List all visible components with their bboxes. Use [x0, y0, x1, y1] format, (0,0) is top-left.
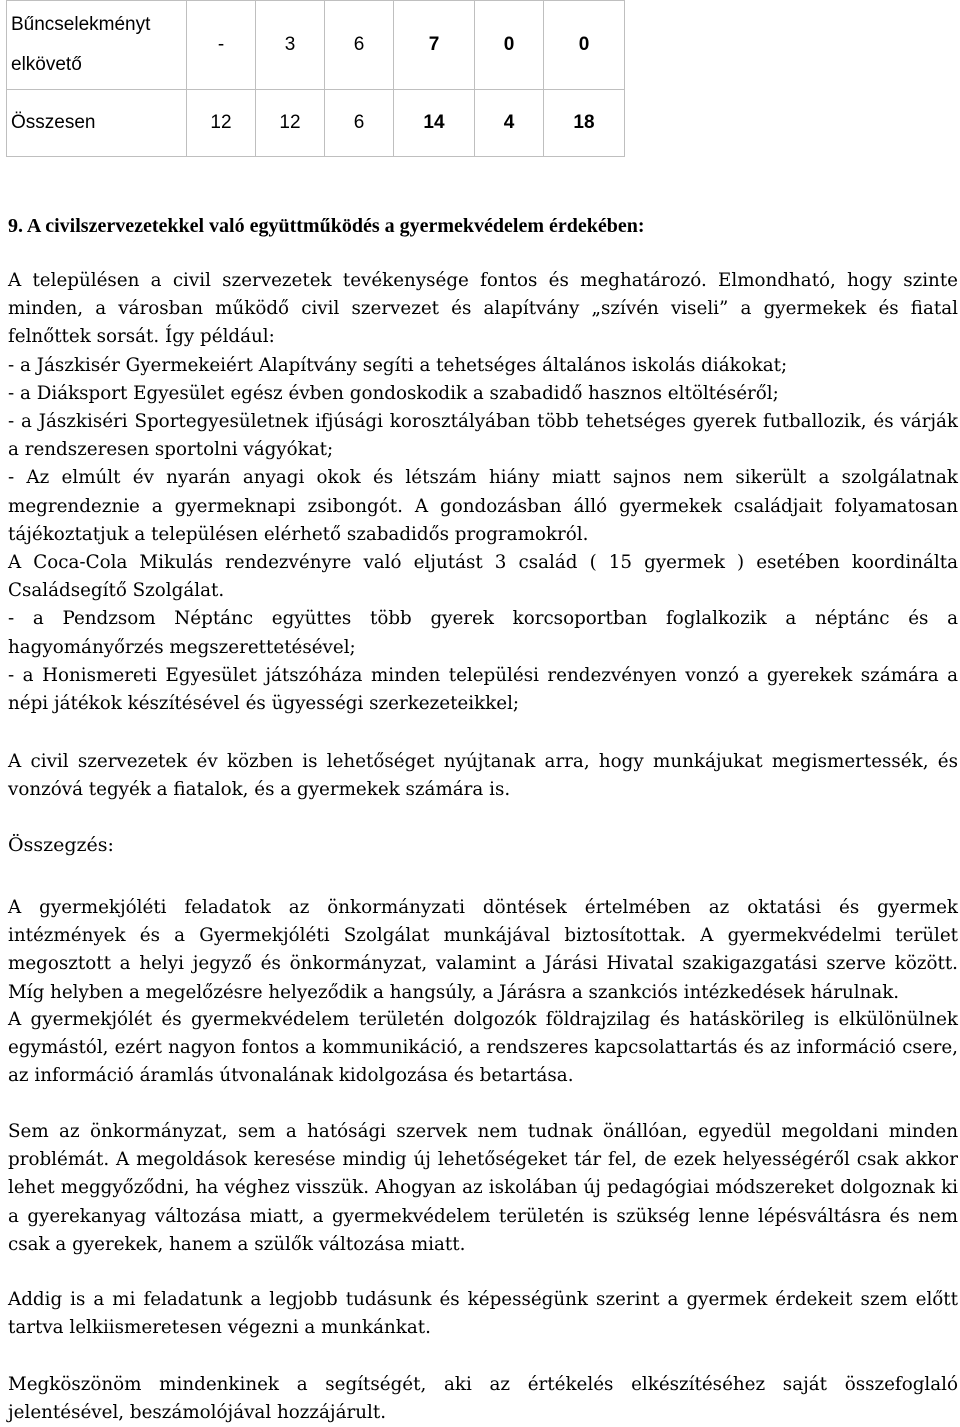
table-cell: 0: [544, 1, 625, 90]
table-cell: -: [187, 1, 256, 90]
section-body: [8, 267, 958, 718]
closing-paragraph: A civil szervezetek év közben is lehetőséget nyújtanak arra, hogy munkájukat megismertessék, és vonzóvá tegyék a fiatalok, és a gyermekek számára is.: [8, 751, 958, 801]
paragraph: A Coca-Cola Mikulás rendezvényre való eljutást 3 család ( 15 gyermek ) esetében koordinálta Családsegítő Szolgálat.: [8, 552, 958, 602]
summary-paragraph: A gyermekjóléti feladatok az önkormányzati döntések értelmében az oktatási és gyermek intézmények és a Gyermekjóléti Szolgálat munkájával biztosítottak. A gyermekvédelmi terület megosztott a helyi jegyző és önkormányzat, valamint a Járási Hivatal szakigazgatási szerve között. Míg helyben a megelőzésre helyeződik a hangsúly, a Járásra a szankciós intézkedések hárulnak.: [8, 897, 958, 1003]
table-cell: 0: [475, 1, 544, 90]
summary-paragraph: Sem az önkormányzat, sem a hatósági szervek nem tudnak önállóan, egyedül megoldani minden problémát. A megoldások keresése mindig új lehetőségeket tár fel, de ezek helyességéről csak akkor lehet meggyőződni, ha véghez visszük. Ahogyan az iskolában új pedagógiai módszereket dolgoznak ki a gyerekanyag változása miatt, a gyermekvédelem területén is szükség lenne lépésváltásra és nem csak a gyerekek, hanem a szülők változása miatt.: [8, 1121, 958, 1255]
section-heading: 9. A civilszervezetekkel való együttműködés a gyermekvédelem érdekében:: [8, 215, 645, 237]
table-cell: 3: [256, 1, 325, 90]
table-cell: 12: [187, 90, 256, 157]
list-item: - Az elmúlt év nyarán anyagi okok és létszám hiány miatt sajnos nem sikerült a szolgálatnak megrendeznie a gyermeknapi zsibongót. A gondozásban álló gyermekek családjait folyamatosan tájékoztatjuk a településen elérhető szabadidős programokról.: [8, 467, 958, 545]
summary-paragraph: A gyermekjólét és gyermekvédelem területén dolgozók földrajzilag és hatáskörileg is elkülönülnek egymástól, ezért nagyon fontos a kommunikáció, a rendszeres kapcsolattartás és az információ csere, az információ áramlás útvonalának kidolgozása és betartása.: [8, 1009, 958, 1087]
table-cell: 6: [325, 90, 394, 157]
list-item: - a Honismereti Egyesület játszóháza minden települési rendezvényen vonzó a gyerekek számára a népi játékok készítésével és ügyességi szerkezeteikkel;: [8, 664, 958, 715]
table-row: [7, 90, 625, 157]
list-item: - a Jászkiséri Sportegyesületnek ifjúsági korosztályában több tehetséges gyerek futballozik, és várják a rendszeresen sportolni vágyókat;: [8, 411, 958, 461]
list-item: - a Pendzsom Néptánc együttes több gyerek korcsoportban foglalkozik a néptánc és a hagyományőrzés megszerettetésével;: [8, 608, 958, 658]
list-item: - a Diáksport Egyesület egész évben gondoskodik a szabadidő hasznos eltöltéséről;: [8, 382, 779, 404]
table-cell: 18: [544, 90, 625, 157]
row-label: Összesen: [7, 90, 187, 157]
table-cell: 12: [256, 90, 325, 157]
summary-paragraph: Addig is a mi feladatunk a legjobb tudásunk és képességünk szerint a gyermek érdekeit szem előtt tartva lelkiismeretesen végezni a munkánkat.: [8, 1289, 958, 1339]
paragraph: A településen a civil szervezetek tevékenysége fontos és meghatározó. Elmondható, hogy szinte minden, a városban működő civil szervezet és alapítvány „szívén viseli” a gyermekek és fiatal felnőttek sorsát. Így például:: [8, 270, 958, 348]
summary-heading: Összegzés:: [8, 834, 114, 856]
table-cell: 7: [394, 1, 475, 90]
table-cell: 6: [325, 1, 394, 90]
list-item: - a Jászkisér Gyermekeiért Alapítvány segíti a tehetséges általános iskolás diákokat;: [8, 354, 788, 376]
table-row: [7, 1, 625, 90]
row-label: Bűncselekményt elkövető: [7, 1, 187, 90]
statistics-table: [6, 0, 625, 157]
table-cell: 14: [394, 90, 475, 157]
table-cell: 4: [475, 90, 544, 157]
summary-paragraph: Megköszönöm mindenkinek a segítségét, aki az értékelés elkészítéséhez saját összefoglaló jelentésével, beszámolójával hozzájárult.: [8, 1374, 958, 1424]
